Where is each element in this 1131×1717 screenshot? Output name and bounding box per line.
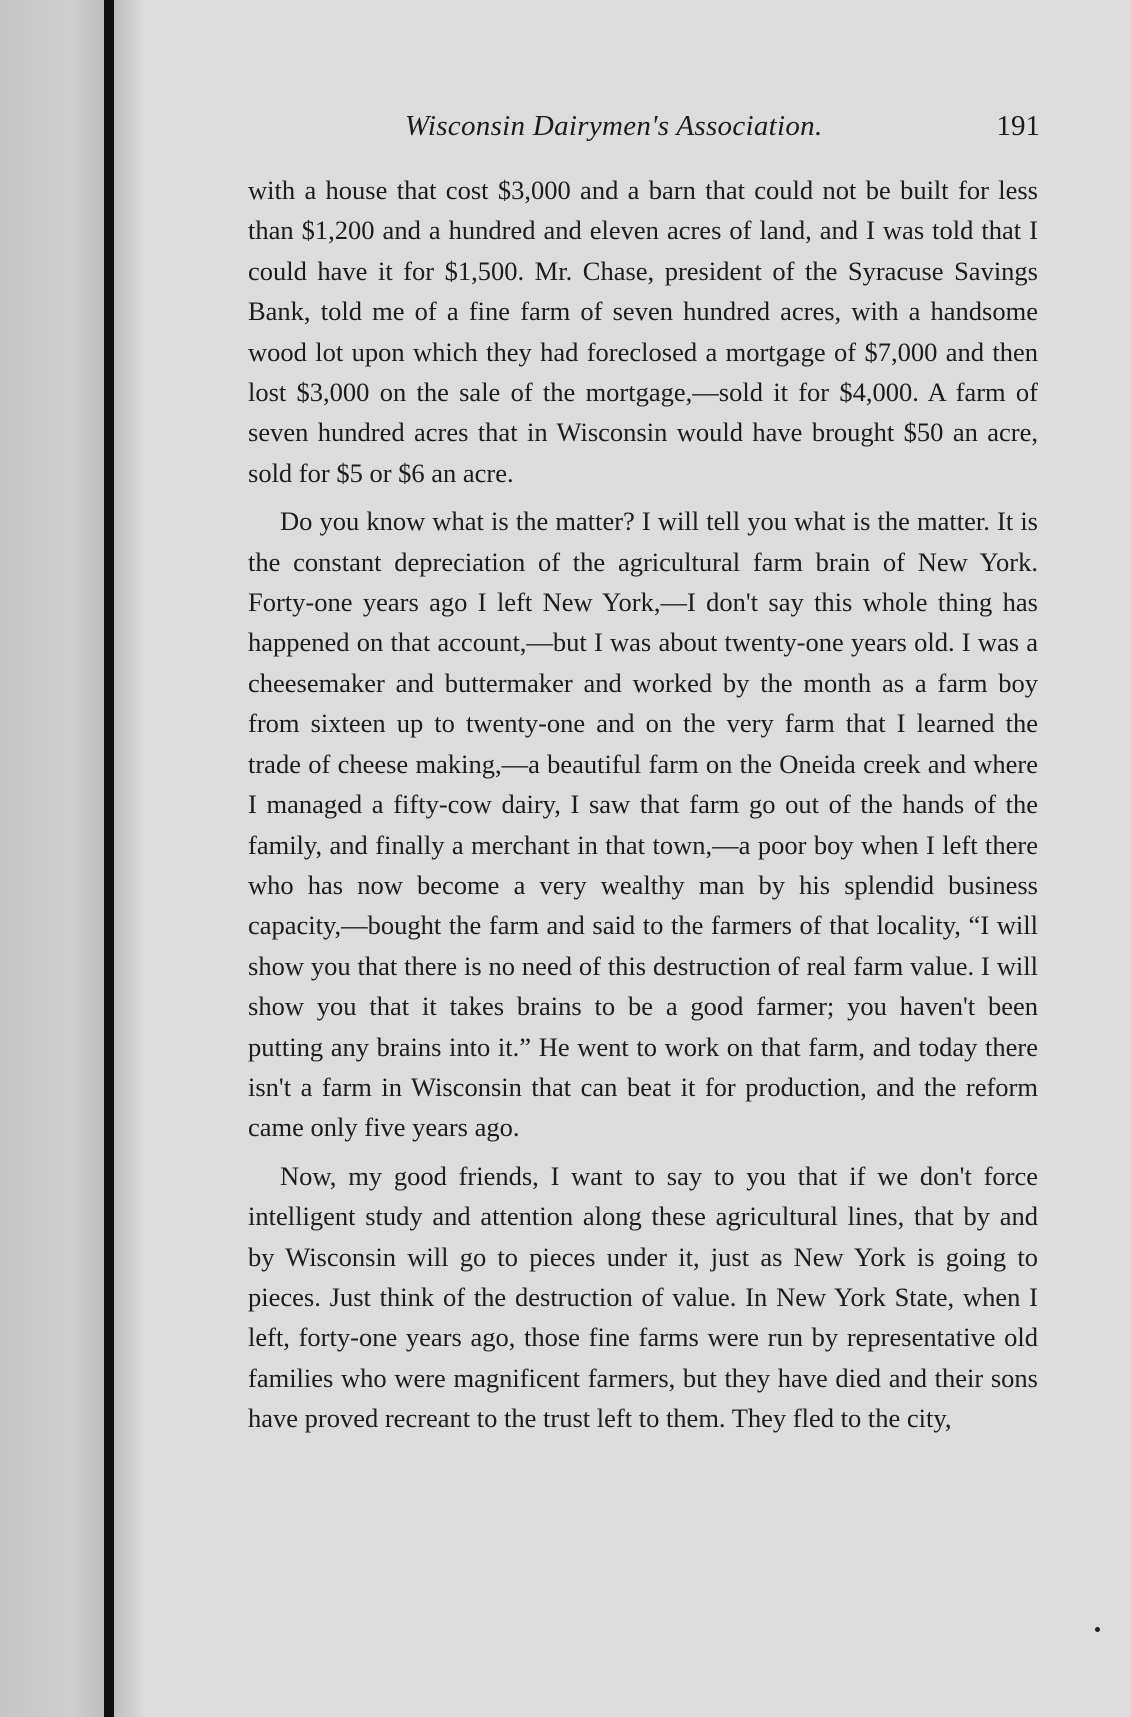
body-text — [248, 170, 1038, 1447]
paragraph: Do you know what is the matter? I will tell you what is the matter. It is the constant depreciation of the agricultural farm brain of New York. Forty-one years ago I left New York,—I don't say this whole thing has happened on that account,—but I was about twenty-one years old. I was a cheesemaker and buttermaker and worked by the month as a farm boy from sixteen up to twenty-one and on the very farm that I learned the trade of cheese making,—a beautiful farm on the Oneida creek and where I managed a fifty-cow dairy, I saw that farm go out of the hands of the family, and finally a merchant in that town,—a poor boy when I left there who has now become a very wealthy man by his splendid business capacity,—bought the farm and said to the farmers of that locality, “I will show you that there is no need of this destruction of real farm value. I will show you that it takes brains to be a good farmer; you haven't been putting any brains into it.” He went to work on that farm, and today there isn't a farm in Wisconsin that can beat it for production, and the reform came only five years ago. — [248, 506, 1038, 1143]
page-number: 191 — [996, 110, 1040, 142]
running-title: Wisconsin Dairymen's Association. — [405, 110, 823, 142]
facing-page-edge — [0, 0, 104, 1717]
paragraph: Now, my good friends, I want to say to you that if we don't force intelligent study and attention along these agricultural lines, that by and by Wisconsin will go to pieces under it, just as New York is going to pieces. Just think of the destruction of value. In New York State, when I left, forty-one years ago, those fine farms were run by representative old families who were magnificent farmers, but they have died and their sons have proved recreant to the trust left to them. They fled to the city, — [248, 1160, 1038, 1434]
scan-speck — [1095, 1627, 1100, 1632]
running-head — [250, 110, 1040, 150]
book-gutter — [104, 0, 114, 1717]
gutter-shadow — [114, 0, 144, 1717]
paragraph-continued: with a house that cost $3,000 and a barn that could not be built for less than $1,200 and a hundred and eleven acres of land, and I was told that I could have it for $1,500. Mr. Chase, president of the Syracuse Savings Bank, told me of a fine farm of seven hundred acres, with a handsome wood lot upon which they had foreclosed a mortgage of $7,000 and then lost $3,000 on the sale of the mortgage,—sold it for $4,000. A farm of seven hundred acres that in Wisconsin would have brought $50 an acre, sold for $5 or $6 an acre. — [248, 175, 1038, 488]
